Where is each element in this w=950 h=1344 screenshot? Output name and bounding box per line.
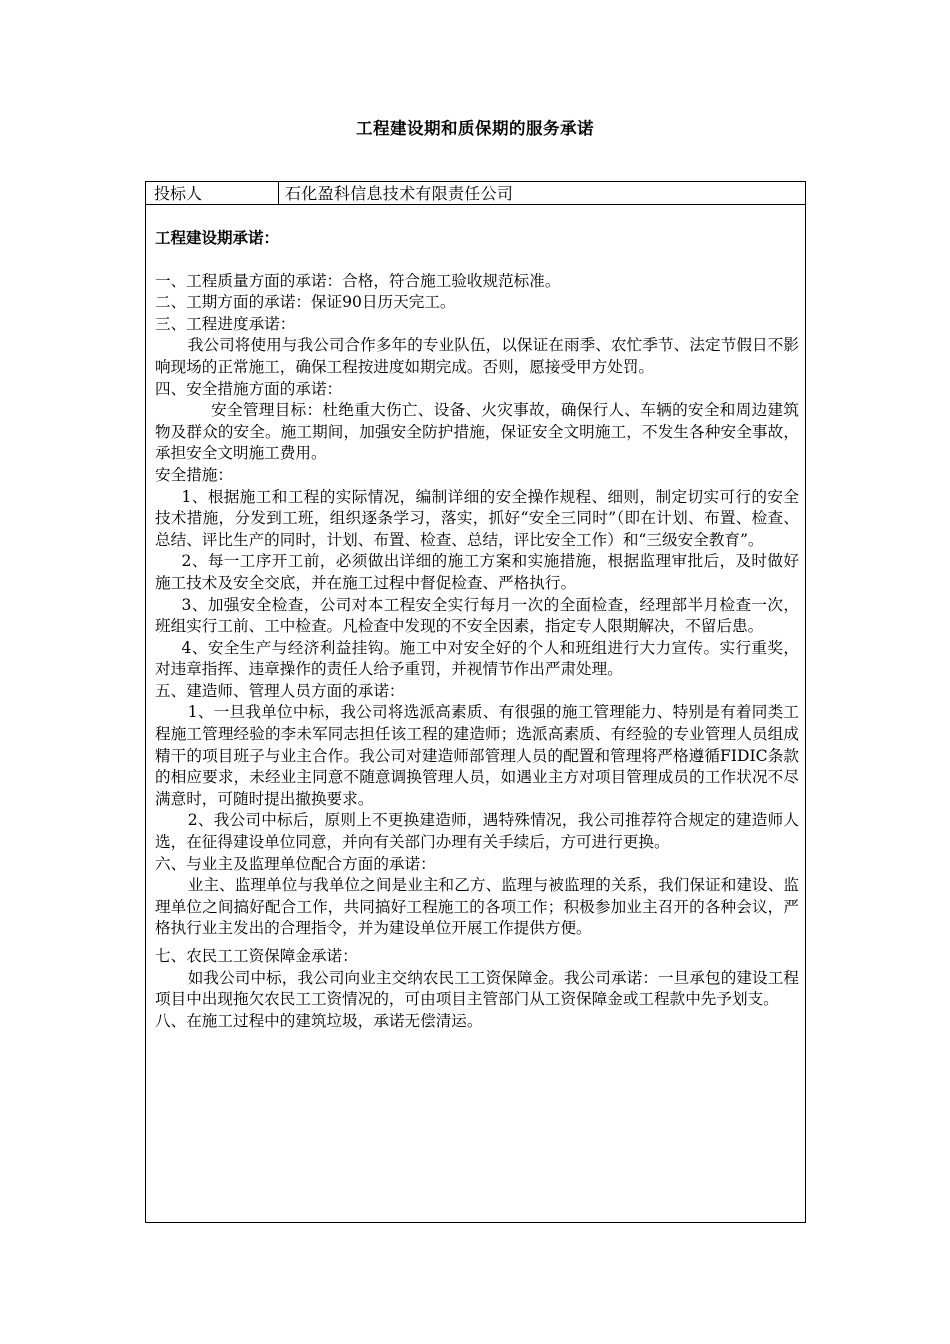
clause-5-item-1: 1、一旦我单位中标，我公司将选派高素质、有很强的施工管理能力、特别是有着同类工程施工管理经验的李未军同志担任该工程的建造师；选派高素质、有经验的专业管理人员组成精干的项目班子与业主合作。我公司对建造师部管理人员的配置和管理将严格遵循FIDIC条款的相应要求，未经业主同意不随意调换管理人员，如遇业主方对项目管理成员的工作状况不尽满意时，可随时提出撤换要求。: [155, 703, 799, 808]
bidder-label: 投标人: [154, 184, 203, 203]
section-title: 工程建设期承诺：: [155, 229, 280, 247]
safety-measures-heading: 安全措施：: [155, 465, 233, 484]
document-title: 工程建设期和质保期的服务承诺: [356, 119, 594, 138]
safety-measure-2: 2、每一工序开工前，必须做出详细的施工方案和实施措施，根据监理审批后，及时做好施工技术及安全交底，并在施工过程中督促检查、严格执行。: [155, 552, 799, 592]
clause-8: 八、在施工过程中的建筑垃圾，承诺无偿清运。: [155, 1011, 483, 1030]
clause-3-body: 我公司将使用与我公司合作多年的专业队伍，以保证在雨季、农忙季节、法定节假日不影响现场的正常施工，确保工程按进度如期完成。否则，愿接受甲方处罚。: [155, 336, 799, 376]
clause-2-schedule: 二、工期方面的承诺：保证90日历天完工。: [155, 293, 456, 312]
clause-7-heading: 七、农民工工资保障金承诺：: [155, 947, 358, 965]
clause-3-heading: 三、工程进度承诺：: [155, 314, 296, 333]
column-divider: [278, 182, 279, 204]
safety-measure-1: 1、根据施工和工程的实际情况，编制详细的安全操作规程、细则，制定切实可行的安全技术措施，分发到工班，组织逐条学习，落实，抓好“安全三同时”（即在计划、布置、检查、总结、评比生产的同时，计划、布置、检查、总结，评比安全工作）和“三级安全教育”。: [155, 487, 799, 549]
clause-4-heading: 四、安全措施方面的承诺：: [155, 379, 343, 398]
safety-measure-4: 4、安全生产与经济利益挂钩。施工中对安全好的个人和班组进行大力宣传。实行重奖，对违章指挥、违章操作的责任人给予重罚，并视情节作出严肃处理。: [155, 638, 799, 679]
clause-6-body: 业主、监理单位与我单位之间是业主和乙方、监理与被监理的关系，我们保证和建设、监理单位之间搞好配合工作，共同搞好工程施工的各项工作；积极参加业主召开的各种会议，严格执行业主发出的合理指令，并为建设单位开展工作提供方便。: [155, 876, 799, 938]
safety-measure-3: 3、加强安全检查，公司对本工程安全实行每月一次的全面检查，经理部半月检查一次，班组实行工前、工中检查。凡检查中发现的不安全因素，指定专人限期解决，不留后患。: [155, 595, 799, 636]
clause-5-item-2: 2、我公司中标后，原则上不更换建造师，遇特殊情况，我公司推荐符合规定的建造师人选，在征得建设单位同意，并向有关部门办理有关手续后，方可进行更换。: [155, 811, 799, 852]
clause-1-quality: 一、工程质量方面的承诺：合格，符合施工验收规范标准。: [155, 271, 561, 290]
clause-7-body: 如我公司中标，我公司向业主交纳农民工工资保障金。我公司承诺：一旦承包的建设工程项目中出现拖欠农民工工资情况的，可由项目主管部门从工资保障金或工程款中先予划支。: [155, 968, 799, 1009]
clause-6-heading: 六、与业主及监理单位配合方面的承诺：: [155, 854, 436, 873]
commitment-body: [155, 228, 799, 1032]
bidder-row: [146, 182, 805, 205]
clause-5-heading: 五、建造师、管理人员方面的承诺：: [155, 681, 405, 700]
bidder-name: 石化盈科信息技术有限责任公司: [285, 184, 514, 203]
clause-4-goal: 安全管理目标：杜绝重大伤亡、设备、火灾事故，确保行人、车辆的安全和周边建筑物及群众的安全。施工期间，加强安全防护措施，保证安全文明施工，不发生各种安全事故，承担安全文明施工费用。: [155, 401, 799, 463]
